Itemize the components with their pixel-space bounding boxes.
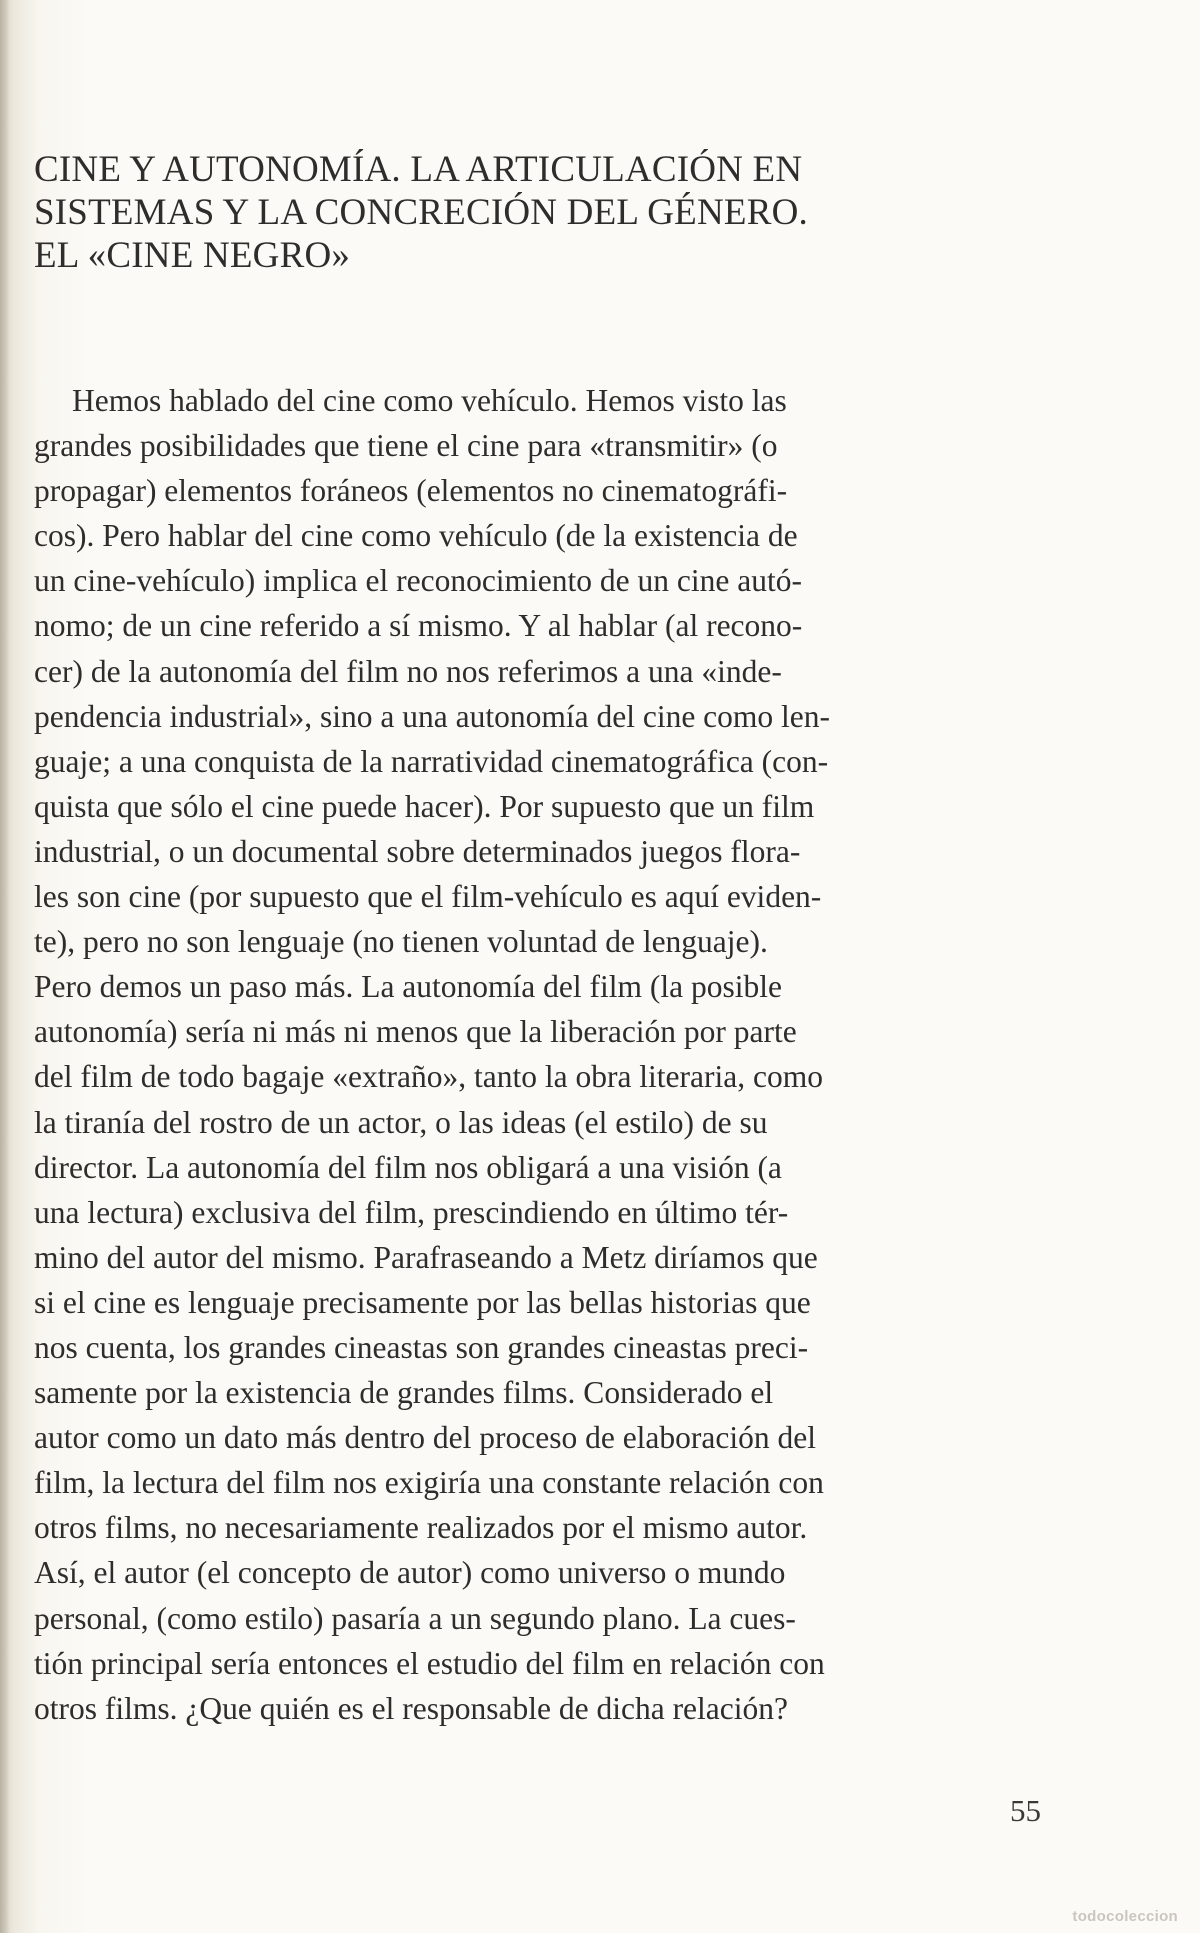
body-line: si el cine es lenguaje precisamente por las bellas historias que <box>34 1284 811 1320</box>
page-number: 55 <box>1010 1793 1041 1828</box>
body-line: industrial, o un documental sobre determinados juegos flora- <box>34 833 801 869</box>
body-line: samente por la existencia de grandes films. Considerado el <box>34 1375 774 1411</box>
body-line: director. La autonomía del film nos obligará a una visión (a <box>34 1149 782 1185</box>
body-line: la tiranía del rostro de un actor, o las ideas (el estilo) de su <box>34 1104 768 1140</box>
body-line: te), pero no son lenguaje (no tienen voluntad de lenguaje). <box>34 924 768 960</box>
body-line: una lectura) exclusiva del film, prescindiendo en último tér- <box>34 1194 789 1230</box>
body-line: pendencia industrial», sino a una autonomía del cine como len- <box>34 698 831 734</box>
body-line: quista que sólo el cine puede hacer). Por supuesto que un film <box>34 788 815 824</box>
body-line: personal, (como estilo) pasaría a un segundo plano. La cues- <box>34 1600 796 1636</box>
body-line: Hemos hablado del cine como vehículo. Hemos visto las <box>72 383 787 418</box>
body-line: nomo; de un cine referido a sí mismo. Y al hablar (al recono- <box>34 608 803 644</box>
body-line: otros films. ¿Que quién es el responsable de dicha relación? <box>34 1690 788 1726</box>
body-line: les son cine (por supuesto que el film-vehículo es aquí eviden- <box>34 879 822 915</box>
body-line: otros films, no necesariamente realizados por el mismo autor. <box>34 1510 808 1546</box>
body-line: un cine-vehículo) implica el reconocimiento de un cine autó- <box>34 563 802 599</box>
chapter-title <box>34 148 934 277</box>
body-line: del film de todo bagaje «extraño», tanto la obra literaria, como <box>34 1059 823 1095</box>
body-line: autor como un dato más dentro del proceso de elaboración del <box>34 1420 816 1456</box>
body-line: film, la lectura del film nos exigiría una constante relación con <box>34 1465 824 1501</box>
body-line: guaje; a una conquista de la narratividad cinematográfica (con- <box>34 743 829 779</box>
watermark: todocoleccion <box>1072 1908 1178 1925</box>
body-line: propagar) elementos foráneos (elementos no cinematográfi- <box>34 473 788 509</box>
body-line: cos). Pero hablar del cine como vehículo (de la existencia de <box>34 518 798 554</box>
body-line: tión principal sería entonces el estudio del film en relación con <box>34 1645 825 1681</box>
body-line: Pero demos un paso más. La autonomía del film (la posible <box>34 969 782 1005</box>
body-line: cer) de la autonomía del film no nos referimos a una «inde- <box>34 653 782 689</box>
body-line: grandes posibilidades que tiene el cine para «transmitir» (o <box>34 428 778 464</box>
body-line: autonomía) sería ni más ni menos que la liberación por parte <box>34 1014 797 1050</box>
chapter-title-line: EL «CINE NEGRO» <box>34 235 351 276</box>
page-gutter-shadow <box>0 0 10 1933</box>
body-line: mino del autor del mismo. Parafraseando a Metz diríamos que <box>34 1239 818 1275</box>
chapter-title-line: CINE Y AUTONOMÍA. LA ARTICULACIÓN EN <box>34 149 803 190</box>
body-paragraph <box>34 378 1054 1731</box>
body-line: Así, el autor (el concepto de autor) como universo o mundo <box>34 1555 786 1591</box>
body-line: nos cuenta, los grandes cineastas son grandes cineastas preci- <box>34 1329 809 1365</box>
chapter-title-line: SISTEMAS Y LA CONCRECIÓN DEL GÉNERO. <box>34 192 808 233</box>
